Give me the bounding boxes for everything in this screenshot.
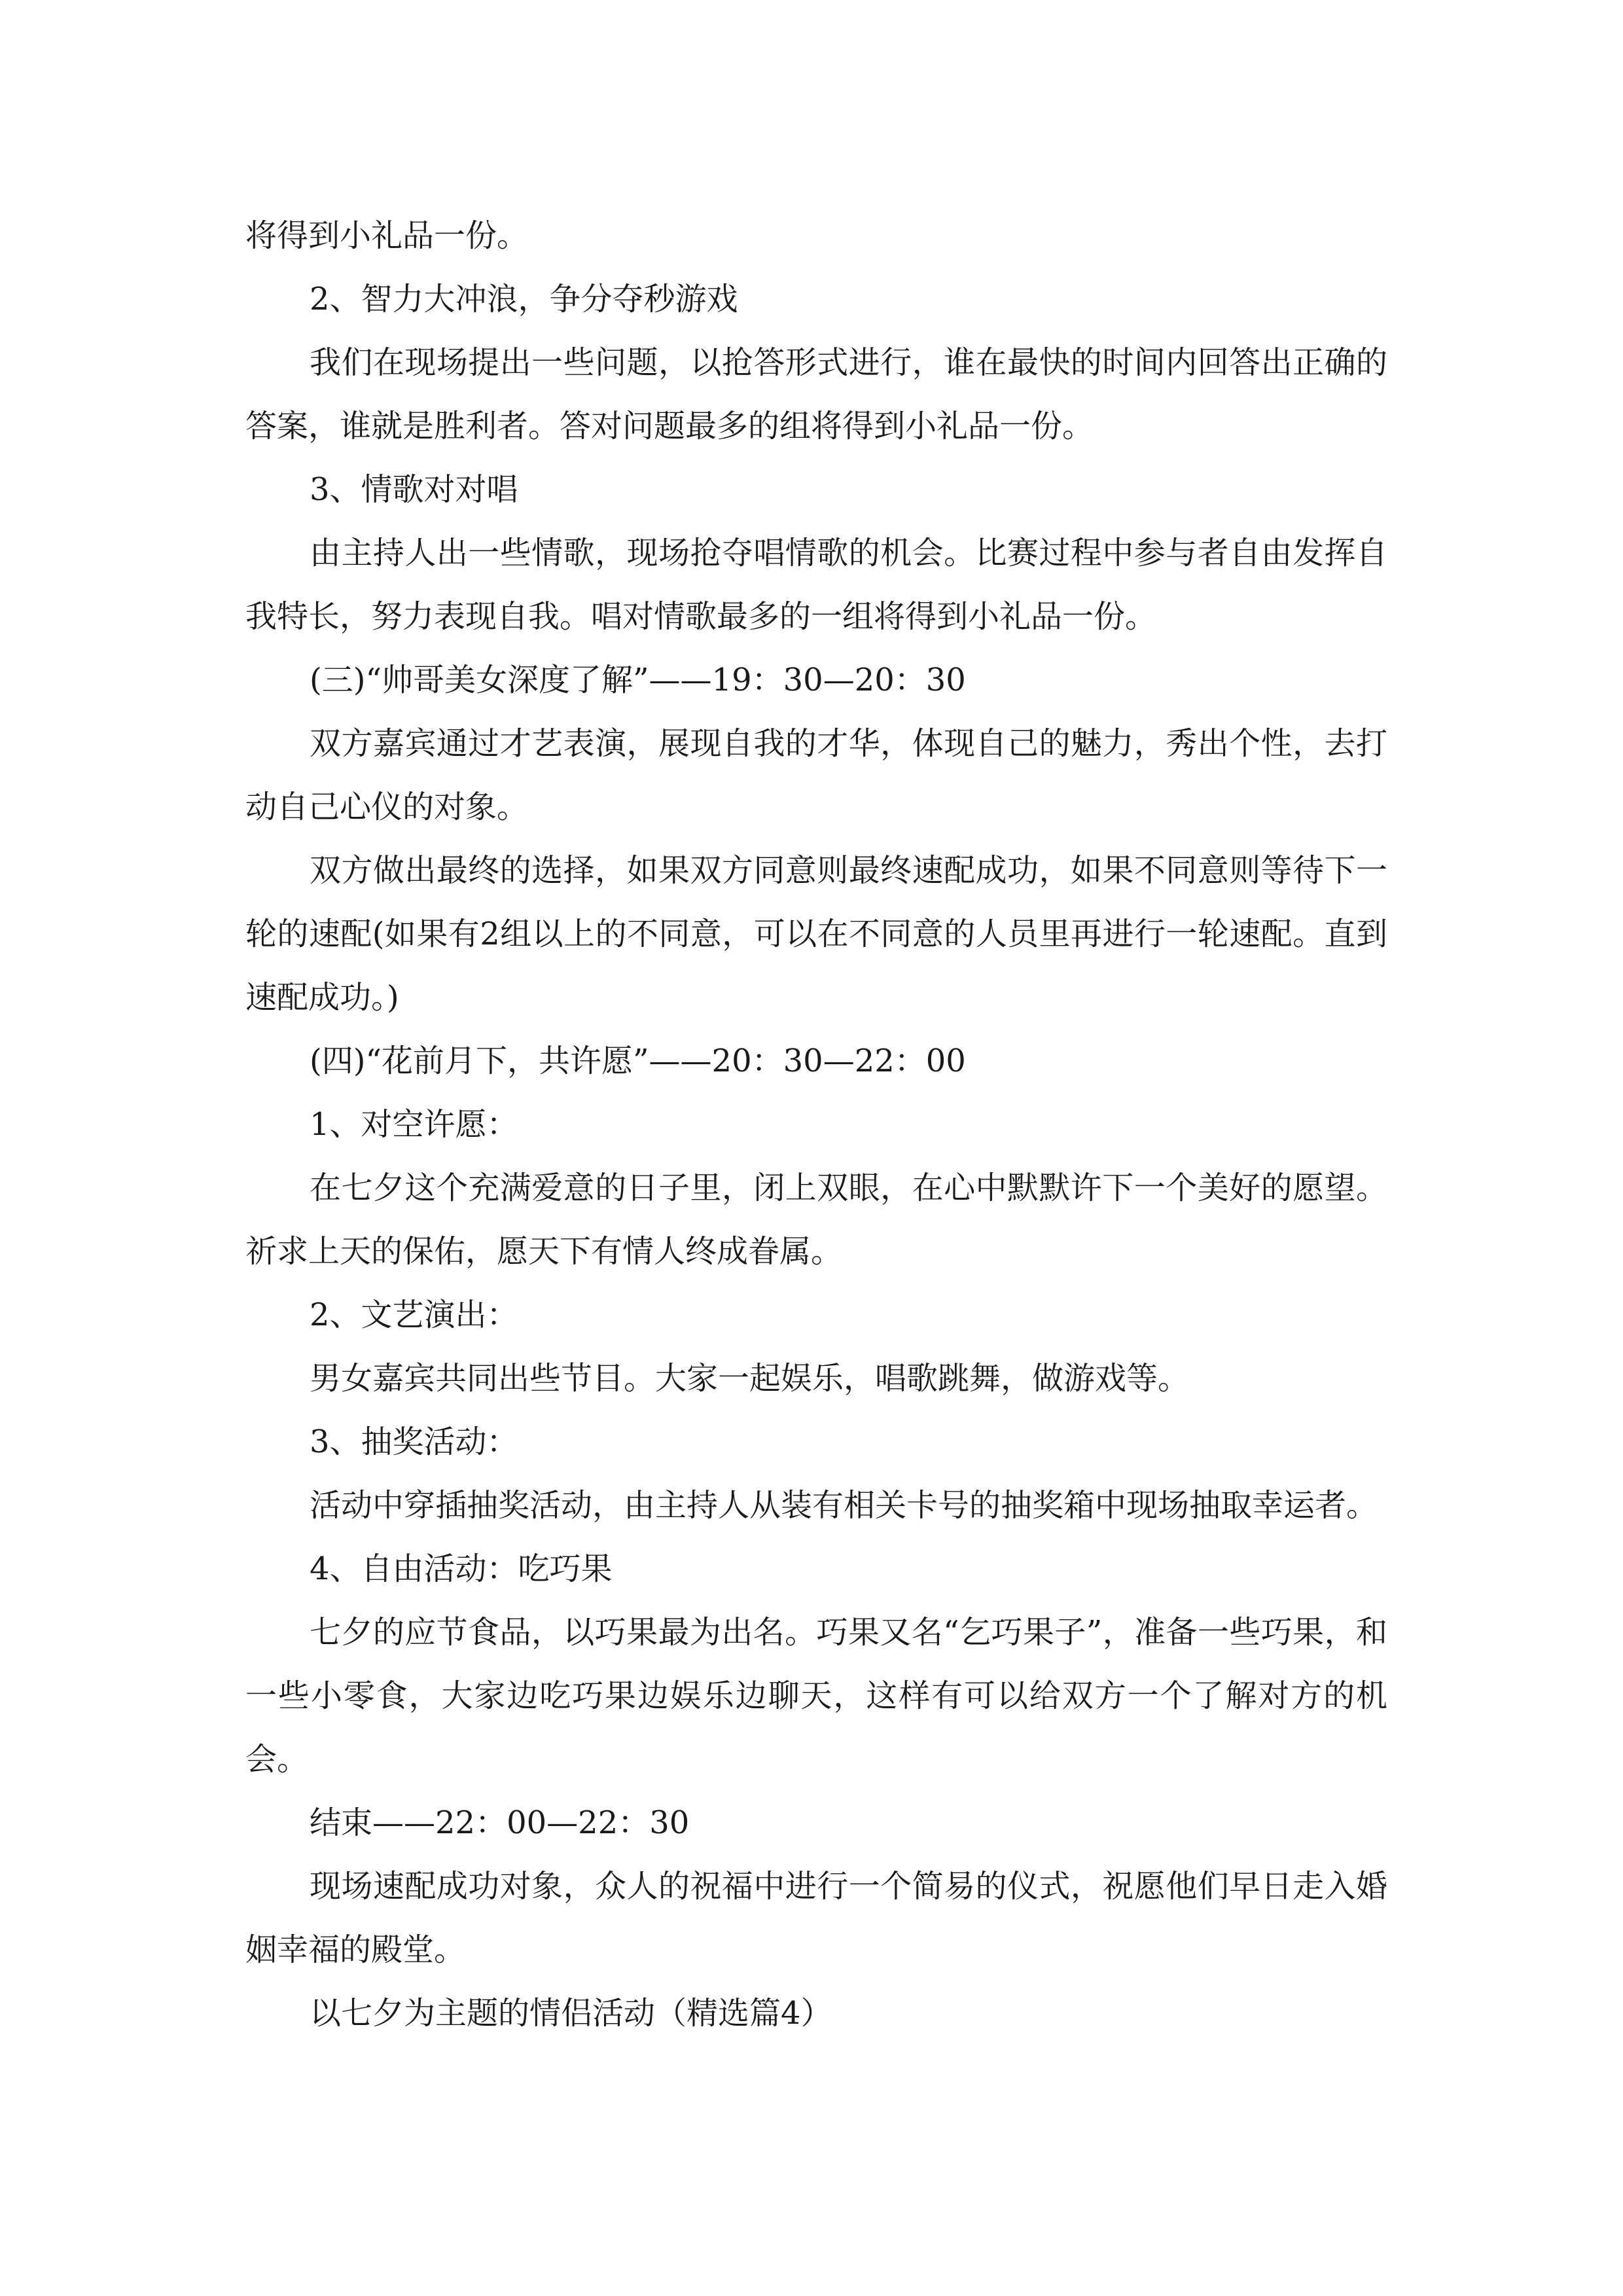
article-title-part-four: 以七夕为主题的情侣活动（精选篇4）: [310, 1995, 832, 2032]
paragraph-wishing: 在七夕这个充满爱意的日子里，闭上双眼，在心中默默许下一个美好的愿望。祈求上天的保佑，愿天下有情人终成眷属。: [245, 1170, 1387, 1270]
paragraph-final-choice: 双方做出最终的选择，如果双方同意则最终速配成功，如果不同意则等待下一轮的速配(如果有2组以上的不同意，可以在不同意的人员里再进行一轮速配。直到速配成功。): [245, 852, 1387, 1016]
section-heading-free-activity: 4、自由活动：吃巧果: [310, 1551, 613, 1587]
paragraph-love-songs: 由主持人出一些情歌，现场抢夺唱情歌的机会。比赛过程中参与者自由发挥自我特长，努力表现自我。唱对情歌最多的一组将得到小礼品一份。: [245, 535, 1387, 635]
section-heading-part-three: (三)“帅哥美女深度了解”——19：30—20：30: [310, 662, 966, 698]
paragraph-performance: 男女嘉宾共同出些节目。大家一起娱乐，唱歌跳舞，做游戏等。: [310, 1360, 1190, 1397]
section-heading-love-songs: 3、情歌对对唱: [310, 471, 518, 508]
paragraph-lottery: 活动中穿插抽奖活动，由主持人从装有相关卡号的抽奖箱中现场抽取幸运者。: [310, 1487, 1378, 1524]
paragraph-talent-show: 双方嘉宾通过才艺表演，展现自我的才华，体现自己的魅力，秀出个性，去打动自己心仪的对象。: [245, 725, 1387, 825]
section-heading-part-four: (四)“花前月下，共许愿”——20：30—22：00: [310, 1043, 966, 1079]
section-heading-performance: 2、文艺演出：: [310, 1297, 518, 1333]
section-heading-wishing: 1、对空许愿：: [310, 1106, 518, 1143]
paragraph-ending: 现场速配成功对象，众人的祝福中进行一个简易的仪式，祝愿他们早日走入婚姻幸福的殿堂。: [245, 1868, 1387, 1968]
paragraph-qiaoguo: 七夕的应节食品，以巧果最为出名。巧果又名“乞巧果子”，准备一些巧果，和一些小零食，大家边吃巧果边娱乐边聊天，这样有可以给双方一个了解对方的机会。: [245, 1614, 1387, 1778]
section-heading-quiz-game: 2、智力大冲浪，争分夺秒游戏: [310, 281, 738, 317]
section-heading-ending: 结束——22：00—22：30: [310, 1804, 690, 1841]
paragraph-quiz-rules: 我们在现场提出一些问题，以抢答形式进行，谁在最快的时间内回答出正确的答案，谁就是胜利者。答对问题最多的组将得到小礼品一份。: [245, 344, 1387, 444]
paragraph-1: 将得到小礼品一份。: [245, 217, 529, 254]
section-heading-lottery: 3、抽奖活动：: [310, 1424, 518, 1460]
